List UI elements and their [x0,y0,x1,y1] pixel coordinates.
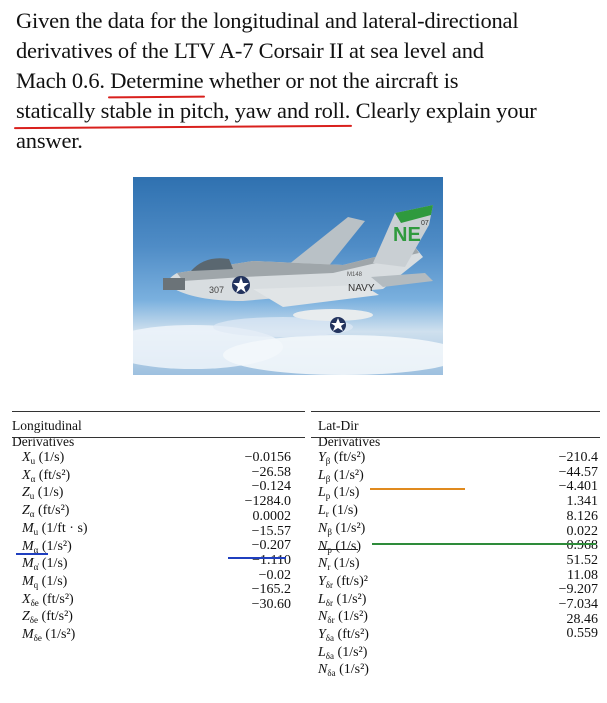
derivative-subscript: u [33,526,39,537]
underlined-determine: Determine [110,66,203,96]
table-top-rule [311,411,600,412]
derivative-unit: (ft/s²) [35,467,71,483]
longitudinal-row-value: −30.60 [251,597,291,613]
derivative-subscript: β [327,526,332,537]
derivative-symbol: N [318,520,328,536]
latdir-row-symbol [318,646,369,664]
derivative-unit: (1/s) [34,485,64,501]
aircraft-photo [133,177,443,375]
longitudinal-row-symbol [22,575,88,593]
derivative-unit: (1/s) [38,573,68,589]
latdir-row-value: 8.126 [566,508,598,524]
derivative-symbol: M [22,538,34,554]
longitudinal-row-symbol [22,628,88,646]
derivative-subscript: β [325,473,331,484]
derivative-subscript: p [327,544,332,555]
derivative-unit: (1/s) [328,503,358,519]
derivative-subscript: δr [327,615,335,626]
derivative-unit: (1/ft · s) [38,520,88,536]
blue-annotation-mark [16,553,48,555]
longitudinal-row-value: −1.110 [252,552,291,568]
derivative-subscript: r [325,509,329,520]
longitudinal-row-value: −26.58 [251,464,291,480]
derivative-subscript: δe [33,633,42,644]
derivative-symbol: L [318,591,326,607]
derivative-subscript: δe [30,597,39,608]
latdir-row-symbol [318,522,369,540]
derivative-subscript: u [30,456,36,466]
longitudinal-row-value: −15.57 [251,523,291,539]
question-line-3: Mach 0.6. Determine whether or not the aircraft is [16,66,601,96]
derivative-symbol: N [318,556,328,572]
latdir-row-value: −4.401 [558,479,598,495]
derivative-unit: (1/s²) [38,538,72,554]
longitudinal-symbols [22,451,88,646]
longitudinal-row-symbol [22,504,88,522]
latdir-row-symbol [318,593,369,611]
longitudinal-row-value: −0.02 [258,567,291,583]
derivative-symbol: L [318,503,326,519]
latdir-header: Lat-Dir Derivatives [318,418,381,449]
latdir-row-symbol [318,663,369,681]
longitudinal-row-symbol [22,557,88,575]
derivative-unit: (1/s²) [41,627,76,643]
table-top-rule [12,411,305,412]
longitudinal-row-value: −0.124 [251,479,291,495]
latdir-row-value: −0.968 [558,538,598,554]
derivative-subscript: δa [327,668,336,679]
derivative-symbol: N [318,662,328,678]
serial-text: M148 [347,272,363,278]
derivative-unit: (ft/s²) [38,591,74,607]
latdir-row-symbol [318,575,369,593]
derivative-unit: (1/s²) [333,591,367,607]
derivative-unit: (1/s) [331,538,362,554]
latdir-row-value: −7.034 [558,597,598,613]
derivative-symbol: N [318,538,328,554]
longitudinal-row-symbol [22,469,88,487]
longitudinal-row-value: −0.207 [251,538,291,554]
longitudinal-row-symbol [22,593,88,611]
derivative-unit: (ft/s²) [38,609,73,625]
derivative-symbol: Z [22,609,30,625]
derivative-unit: (1/s²) [334,644,368,660]
derivative-subscript: δa [325,650,335,661]
derivative-subscript: u [29,491,35,502]
derivative-symbol: M [22,520,34,536]
derivative-subscript: r [327,562,331,573]
latdir-row-value: 51.52 [566,552,598,568]
derivative-unit: (1/s²) [335,662,369,678]
derivative-subscript: α [30,473,36,484]
derivative-unit: (1/s) [330,485,360,501]
derivative-symbol: M [22,556,34,572]
orange-annotation-mark [370,488,465,490]
derivative-subscript: δe [29,615,39,626]
derivative-symbol: X [22,591,31,607]
tail-number: 07 [421,220,429,227]
question-line-5: answer. [16,128,83,153]
tail-code: NE [393,224,421,246]
longitudinal-row-symbol [22,486,88,504]
derivative-unit: (ft/s²) [330,450,366,465]
longitudinal-values [218,451,291,613]
latdir-row-symbol [318,469,369,487]
latdir-row-symbol [318,486,369,504]
longitudinal-row-symbol [22,610,88,628]
derivative-unit: (ft/s)² [333,573,368,589]
derivative-symbol: Y [318,627,326,643]
derivative-subscript: α [29,509,35,520]
latdir-row-symbol [318,504,369,522]
strike-mark [318,549,358,550]
question-text [16,6,601,156]
latdir-row-symbol [318,610,369,628]
question-line-2: derivatives of the LTV A-7 Corsair II at sea level and [16,38,484,63]
question-line-1: Given the data for the longitudinal and lateral-directional [16,8,519,33]
fuselage-navy-text: NAVY [348,283,375,294]
derivative-subscript: δr [325,597,334,608]
derivative-symbol: X [22,450,31,465]
latdir-row-symbol [318,628,369,646]
table-header-rule [12,437,305,438]
derivative-subscript: δa [325,633,335,644]
derivative-symbol: Y [318,573,326,589]
derivative-unit: (ft/s²) [34,503,70,519]
derivative-symbol: L [318,485,326,501]
latdir-row-value: 11.08 [567,567,598,583]
derivative-unit: (1/s) [38,556,68,572]
derivative-symbol: N [318,609,328,625]
derivative-symbol: Y [318,450,326,465]
derivative-unit: (ft/s²) [334,627,369,643]
derivative-symbol: Z [22,485,30,501]
derivative-symbol: L [318,644,326,660]
derivative-symbol: X [22,467,31,483]
longitudinal-row-value: −165.2 [251,582,291,598]
longitudinal-row-symbol [22,451,88,469]
latdir-values [528,451,598,642]
derivative-subscript: q [33,579,39,590]
derivative-symbol: M [22,627,34,643]
latdir-row-symbol [318,451,369,469]
derivative-subscript: δr [325,579,334,590]
question-line-4: statically stable in pitch, yaw and roll. Clearly explain your [16,96,601,126]
nose-number: 307 [209,285,225,295]
derivative-subscript: β [325,456,331,466]
derivative-subscript: p [325,491,331,502]
longitudinal-row-symbol [22,522,88,540]
derivative-symbol: L [318,467,326,483]
latdir-row-value: 1.341 [566,494,598,510]
latdir-row-value: −9.207 [558,582,598,598]
derivative-symbol: Z [22,503,30,519]
latdir-row-value: −210.4 [558,450,598,465]
a7-corsair-illustration [133,177,443,375]
longitudinal-row-value: −0.0156 [244,450,291,465]
blue-annotation-mark [228,557,286,559]
longitudinal-header: Longitudinal Derivatives [12,418,82,449]
latdir-row-value: −44.57 [558,464,598,480]
green-annotation-mark [372,543,596,545]
table-header-rule [311,437,600,438]
derivative-unit: (1/s²) [331,520,366,536]
latdir-symbols [318,451,369,681]
derivative-unit: (1/s²) [334,609,368,625]
latdir-row-symbol [318,557,369,575]
derivative-unit: (1/s) [330,556,360,572]
longitudinal-row-value: 0.0002 [252,508,291,524]
underlined-stability-phrase: statically stable in pitch, yaw and roll. [16,96,350,126]
derivative-unit: (1/s²) [330,467,364,483]
derivative-symbol: M [22,573,34,589]
longitudinal-row-value: −1284.0 [244,494,291,510]
latdir-row-value: 28.46 [566,611,598,627]
derivative-subscript: α̇ [33,562,39,573]
derivative-subscript: α [33,544,39,555]
latdir-row-value: 0.559 [566,626,598,642]
derivative-unit: (1/s) [35,450,65,465]
latdir-row-value: 0.022 [566,523,598,539]
